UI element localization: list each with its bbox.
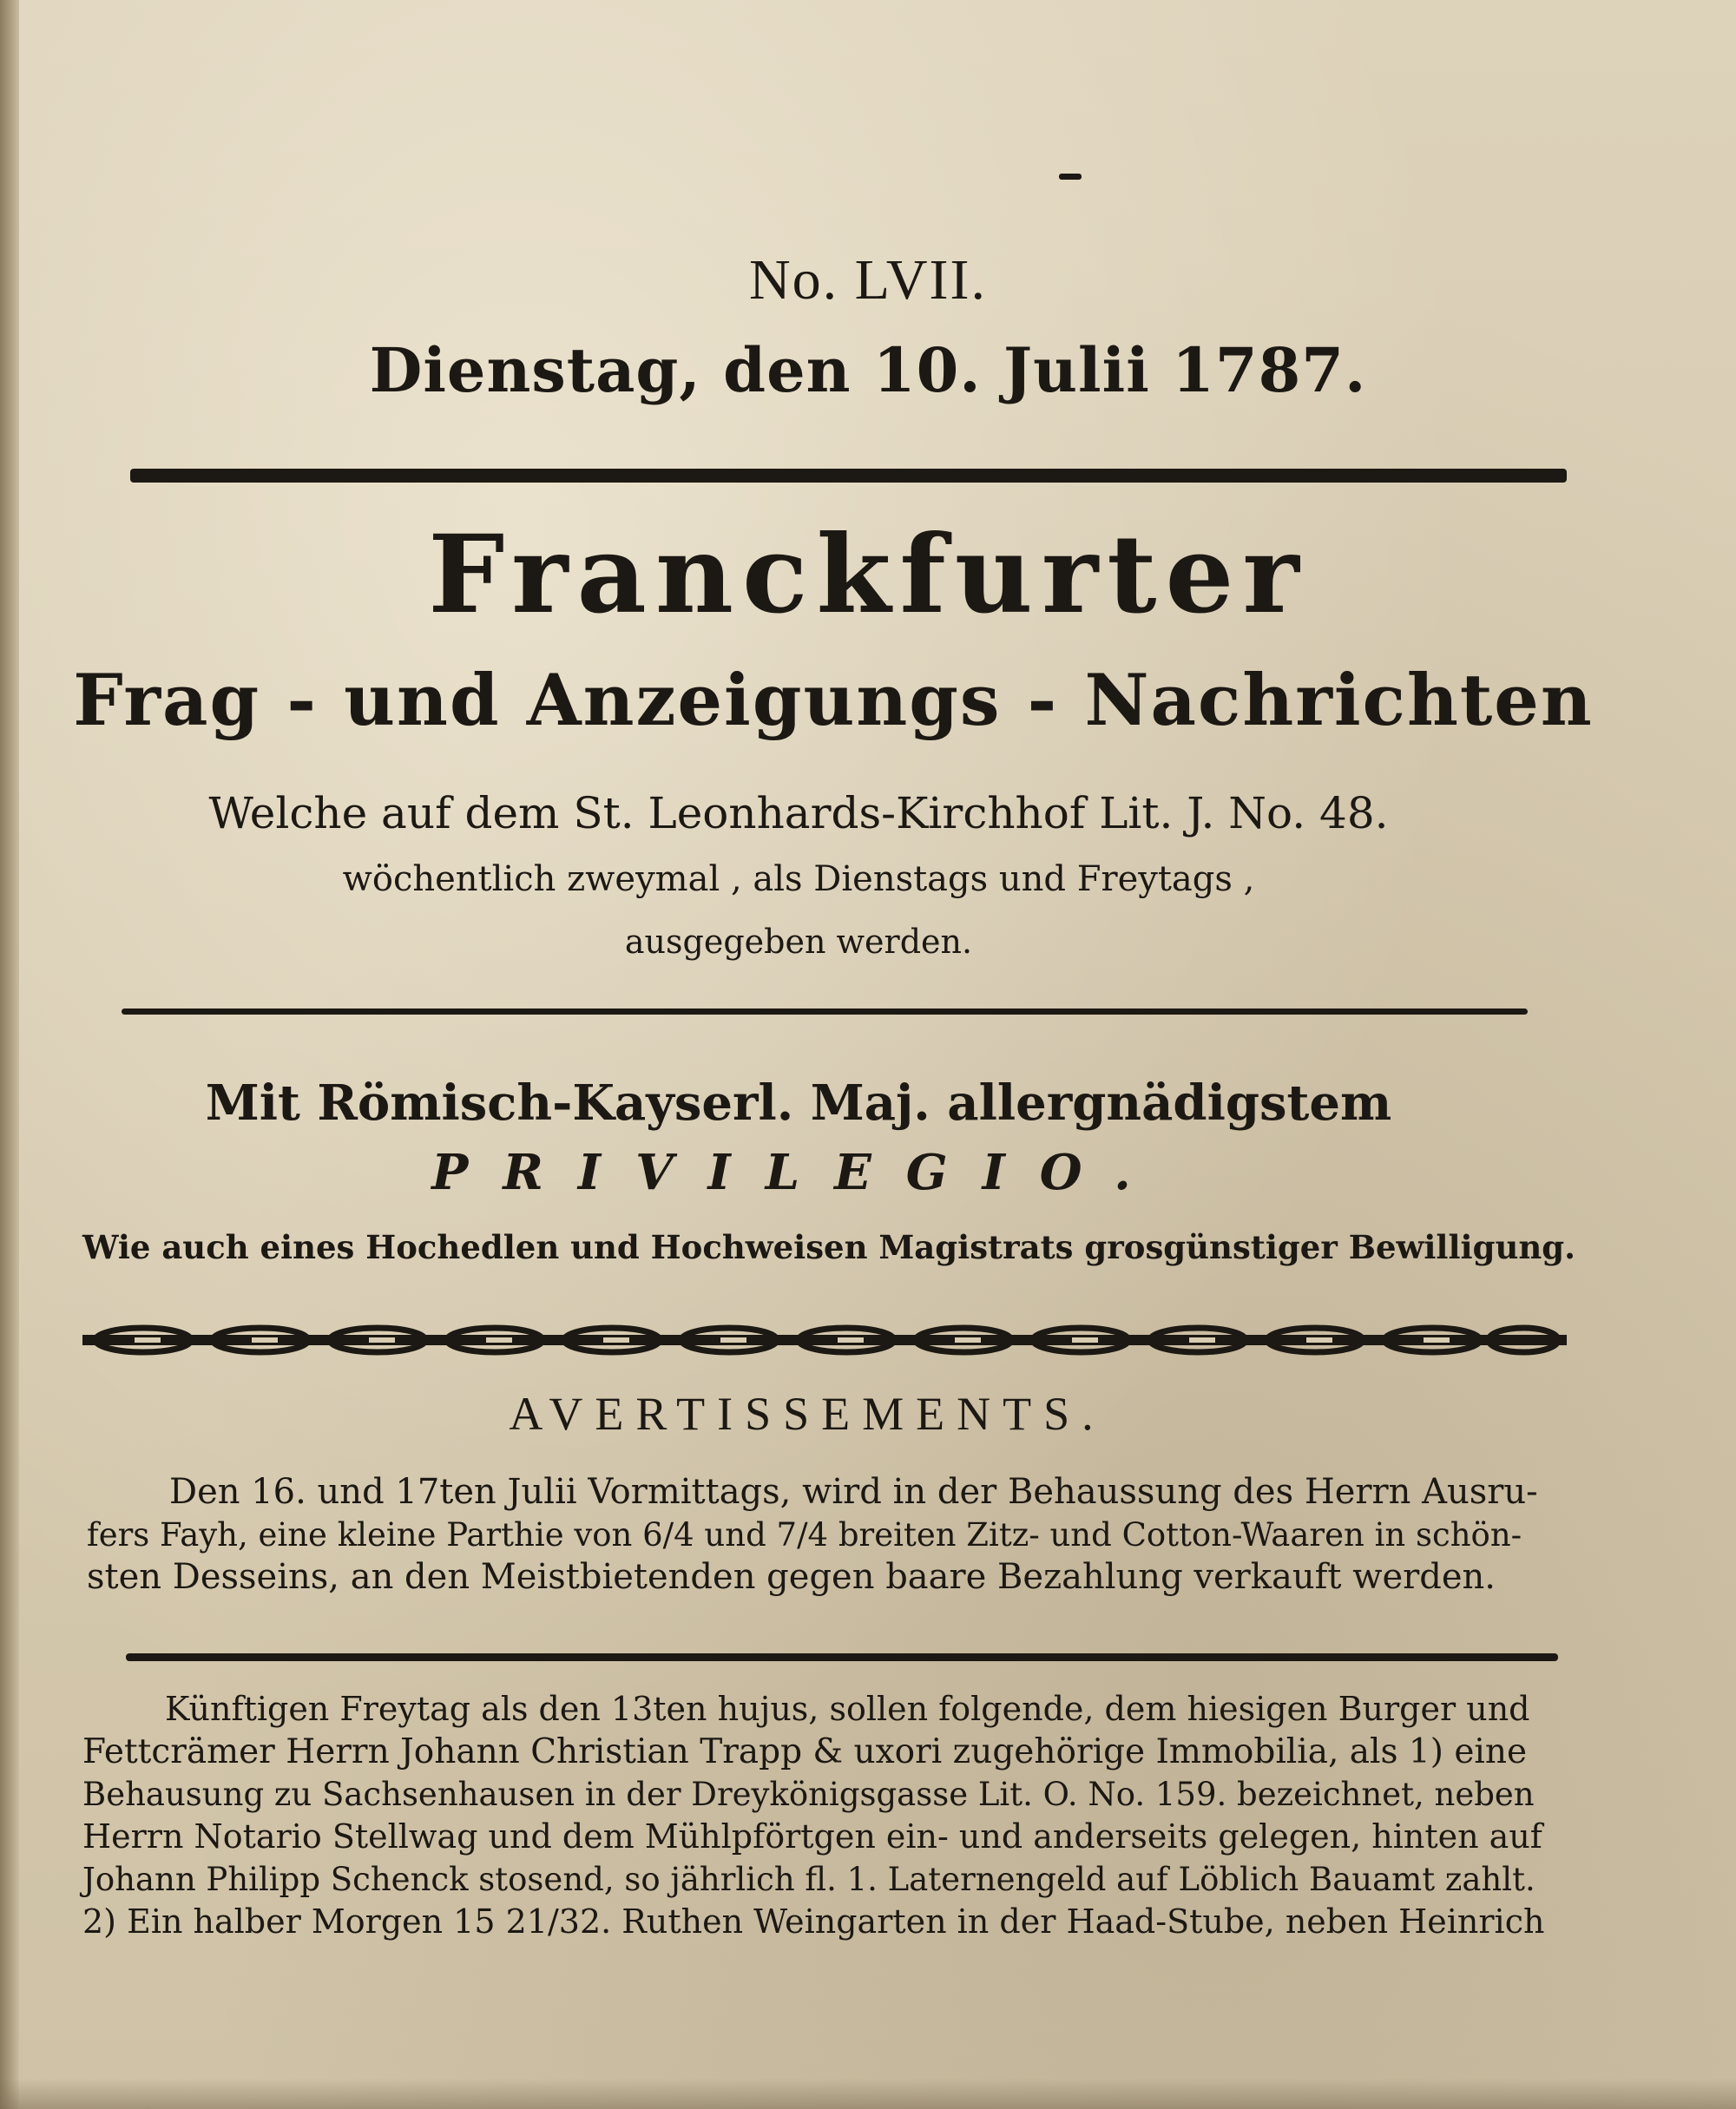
newspaper-title-line1: Franckfurter — [428, 512, 1308, 638]
issue-date: Dienstag, den 10. Julii 1787. — [369, 334, 1367, 406]
privilege-line3: Wie auch eines Hochedlen und Hochweisen Magistrats grosgünstiger Bewilligung. — [82, 1228, 1576, 1266]
publication-schedule-end: ausgegeben werden. — [624, 923, 973, 961]
ad-line: fers Fayh, eine kleine Parthie von 6/4 und 7/4 breiten Zitz- und Cotton-Waaren in schön- — [87, 1516, 1522, 1554]
ad-line: 2) Ein halber Morgen 15 21/32. Ruthen Weingarten in der Haad-Stube, neben Heinrich — [82, 1902, 1545, 1941]
rule-top — [130, 469, 1567, 483]
privilege-word: PRIVILEGIO. — [431, 1144, 1166, 1201]
rule-middle — [122, 1009, 1528, 1015]
ad-line: Behausung zu Sachsenhausen in der Dreykönigsgasse Lit. O. No. 159. bezeichnet, neben — [82, 1776, 1535, 1813]
publisher-address: Welche auf dem St. Leonhards-Kirchhof Lit. J. No. 48. — [208, 788, 1389, 838]
section-heading: AVERTISSEMENTS. — [509, 1388, 1106, 1440]
ad-line: Den 16. und 17ten Julii Vormittags, wird in der Behaussung des Herrn Ausru- — [169, 1472, 1538, 1512]
page-edge-bottom — [0, 2079, 1736, 2109]
page-edge-left — [0, 0, 19, 2109]
publication-schedule: wöchentlich zweymal , als Dienstags und Freytags , — [342, 859, 1255, 899]
ad-line: sten Desseins, an den Meistbietenden gegen baare Bezahlung verkauft werden. — [87, 1557, 1496, 1597]
ornamental-border — [82, 1319, 1567, 1361]
newspaper-title-line2: Frag - und Anzeigungs - Nachrichten — [73, 660, 1594, 742]
ad-line: Herrn Notario Stellwag und dem Mühlpförtgen ein- und anderseits gelegen, hinten auf — [82, 1817, 1542, 1856]
ad-line: Künftigen Freytag als den 13ten hujus, sollen folgende, dem hiesigen Burger und — [165, 1690, 1530, 1728]
rule-advertisement-divider — [126, 1653, 1558, 1661]
top-dash-mark — [1059, 174, 1082, 180]
advertisement-2 — [82, 1688, 1558, 1943]
advertisement-1 — [87, 1471, 1554, 1599]
ad-line: Fettcrämer Herrn Johann Christian Trapp & uxori zugehörige Immobilia, als 1) eine — [82, 1732, 1528, 1771]
ad-line: Johann Philipp Schenck stosend, so jährlich fl. 1. Laternengeld auf Löblich Bauamt zahlt. — [82, 1861, 1535, 1898]
privilege-line1: Mit Römisch-Kayserl. Maj. allergnädigstem — [205, 1074, 1392, 1132]
issue-number: No. LVII. — [748, 248, 988, 312]
